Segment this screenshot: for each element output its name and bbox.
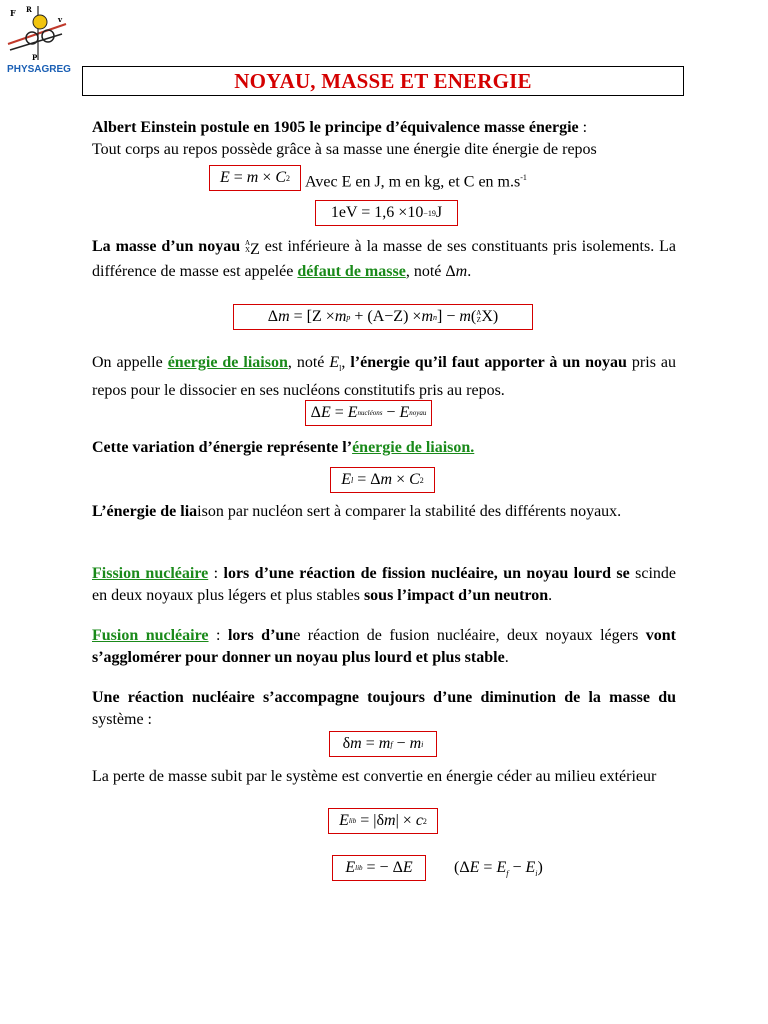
fission-bold2: sous l’impact d’un neutron (363, 587, 549, 604)
svg-text:P: P (32, 53, 38, 62)
title-box (82, 66, 684, 96)
cyclist-icon (2, 2, 76, 64)
liaison-paragraph: On appelle énergie de liaison, noté $E_l$, l’énergie qu’il faut apporter à un noyau pris au repos pour le dissocier en ses nucléons constitutifs pris au repos. (92, 354, 676, 400)
liaison-p2: , noté (287, 354, 330, 371)
per-nucleon-bold: L’énergie de lia (92, 503, 198, 520)
nucleus-symbol: A XZ (245, 239, 260, 258)
intro-bold: Albert Einstein postule en 1905 le principe d’équivalence masse énergie (92, 119, 579, 136)
mass-defect-bold: La masse d’un noyau (92, 238, 241, 255)
fission-end: . (548, 587, 553, 604)
term-defaut-de-masse: défaut de masse (297, 263, 406, 280)
formula-delta-m: Δ m = [Z × m p + (A−Z) × m n ] − m ( A Z X) (233, 304, 533, 330)
page-title: NOYAU, MASSE ET ENERGIE (234, 68, 532, 93)
units-exponent: -1 (520, 173, 527, 182)
ev-left: 1eV = 1,6 ×10 (330, 204, 424, 221)
formula-elib: E lib = |δ m | × c 2 (328, 808, 438, 834)
fission-bold: lors d’une réaction de fission nucléaire, un noyau lourd se (223, 565, 630, 582)
perte-paragraph (92, 766, 676, 788)
liaison-p4: pris au repos pour le dissocier en ses nucléons constitutifs pris au repos. (92, 354, 676, 400)
mass-defect-paragraph: La masse d’un noyau A XZ est inférieure à la masse de ses constituants pris isolements. La différence de masse est appelée défaut de masse, noté Δm. (92, 238, 677, 280)
fission-colon: : (208, 565, 224, 582)
units-text (305, 167, 527, 193)
fission-paragraph (92, 563, 676, 607)
mass-defect-end: , noté (405, 263, 446, 280)
formula-elib-delta: E lib = − Δ E (332, 855, 426, 881)
physagreg-logo (2, 2, 76, 78)
svg-text:v: v (58, 15, 63, 24)
reaction-paragraph (92, 687, 676, 731)
units-label: Avec E en J, m en kg, et C en m.s (305, 173, 521, 191)
fusion-bold: lors d’un (227, 627, 294, 644)
term-energie-liaison: énergie de liaison (167, 354, 288, 371)
fusion-text: e réaction de fusion nucléaire, deux noyaux légers (293, 627, 646, 644)
formula-el: E l = Δ m × C 2 (330, 467, 435, 493)
formula-delta-small-m: δ m = m f − m i (329, 731, 437, 757)
term-fission: Fission nucléaire (92, 565, 209, 582)
perte-text: La perte de masse subit par le système est convertie en énergie céder au milieu extérieur (92, 768, 657, 785)
liaison-p3: , (341, 354, 351, 371)
fusion-end: . (504, 649, 509, 666)
fusion-paragraph (92, 625, 676, 669)
mass-defect-text: est inférieure à la masse de ses constituants pris isolements. La différence de masse est appelée (92, 238, 677, 280)
fission-text: scinde en deux noyaux plus légers et plus stables (92, 565, 677, 604)
formula-e-mc2: E = m × C 2 (209, 165, 301, 191)
term-fusion: Fusion nucléaire (92, 627, 209, 644)
intro-paragraph (92, 117, 676, 161)
liaison-p1: On appelle (92, 354, 168, 371)
svg-text:R: R (26, 5, 32, 14)
formula-delta-e: Δ E = E nucléons − E noyau (305, 400, 432, 426)
ev-exponent: −19 (423, 208, 436, 218)
reaction-bold: Une réaction nucléaire s’accompagne toujours d’une diminution de la masse du (92, 689, 676, 706)
liaison-bold: l’énergie qu’il faut apporter à un noyau (350, 354, 627, 371)
intro-line2: Tout corps au repos possède grâce à sa masse une énergie dite énergie de repos (92, 141, 597, 158)
variation-text: Cette variation d’énergie représente l’ (92, 439, 353, 456)
per-nucleon-text: ison par nucléon sert à comparer la stabilité des différents noyaux. (197, 503, 622, 520)
fusion-colon: : (208, 627, 228, 644)
intro-colon: : (578, 119, 588, 136)
ev-unit: J (435, 204, 443, 221)
reaction-text: système : (92, 711, 152, 728)
logo-text: PHYSAGREG (7, 64, 71, 75)
formula-delta-e-final: $(\Delta E = E_f - E_i)$ (454, 859, 543, 879)
fusion-bold2: vont s’agglomérer pour donner un noyau plus lourd et plus stable (92, 627, 677, 666)
variation-paragraph (92, 437, 676, 459)
term-energie-liaison-2: énergie de liaison. (352, 439, 475, 456)
formula-ev (315, 200, 458, 226)
per-nucleon-paragraph (92, 501, 676, 523)
svg-text:F: F (10, 8, 16, 18)
